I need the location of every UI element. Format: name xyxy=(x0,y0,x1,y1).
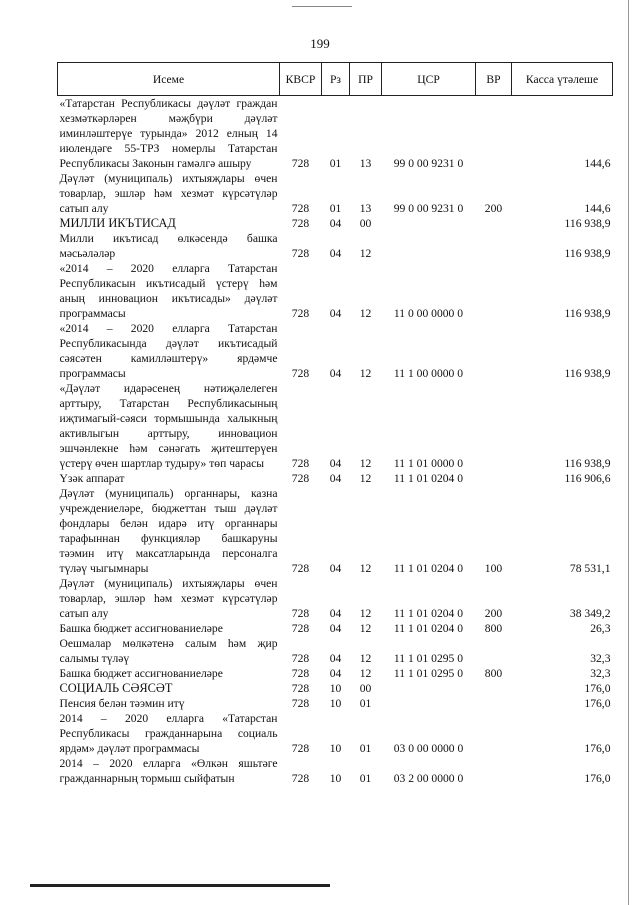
cell-kvsr: 728 xyxy=(291,457,310,470)
page-number: 199 xyxy=(310,36,330,51)
right-edge-line xyxy=(628,0,629,905)
cell-pr: 01 xyxy=(359,772,372,785)
cell-vr xyxy=(476,321,512,381)
cell-cash: 116 906,6 xyxy=(564,472,611,485)
cell-cash: 32,3 xyxy=(590,667,611,680)
cell-rz: 04 xyxy=(329,217,342,230)
cell-name: Дәүләт (муниципаль) органнары, казна учреждениеләре, бюджеттан тыш дәүләт фондлары белән идарә итү органнары тарафыннан функцияләр башкаруны тәэмин итү максатларында персоналга түләү чыгымнары xyxy=(59,487,278,575)
cell-rz: 10 xyxy=(329,742,342,755)
cell-cash: 176,0 xyxy=(584,697,611,710)
cell-name: МИЛЛИ ИКЪТИСАД xyxy=(59,216,176,230)
cell-vr xyxy=(476,231,512,261)
cell-pr: 12 xyxy=(359,367,372,380)
table-row xyxy=(58,696,613,711)
cell-pr: 12 xyxy=(359,472,372,485)
cell-kvsr: 728 xyxy=(291,772,310,785)
cell-rz: 01 xyxy=(329,202,342,215)
cell-cash: 32,3 xyxy=(590,652,611,665)
cell-name: Дәүләт (муниципаль) ихтыяҗлары өчен товарлар, эшләр һәм хезмәт күрсәтүләр сатып алу xyxy=(59,172,278,215)
cell-csr xyxy=(382,216,476,231)
header-cash: Касса үтәлеше xyxy=(512,63,613,96)
cell-name: 2014 – 2020 елларга «Татарстан Республикасы гражданнарына социаль ярдәм» дәүләт программасы xyxy=(59,712,278,755)
table-row xyxy=(58,681,613,696)
header-name: Исеме xyxy=(58,63,280,96)
cell-name: Башка бюджет ассигнованиеләре xyxy=(59,622,223,635)
cell-cash: 116 938,9 xyxy=(564,367,611,380)
cell-vr xyxy=(476,681,512,696)
cell-pr: 12 xyxy=(359,622,372,635)
table-row xyxy=(58,216,613,231)
header-csr: ЦСР xyxy=(382,63,476,96)
table-row xyxy=(58,636,613,666)
table-row xyxy=(58,381,613,471)
cell-csr xyxy=(382,696,476,711)
cell-csr: 11 1 01 0204 0 xyxy=(393,472,464,485)
cell-name: «Татарстан Республикасы дәүләт граждан хезмәткәрләрен мәҗбүри дәүләт иминләштерүе турында» 2012 елның 14 июлендәге 55-ТРЗ номерлы Татарстан Республикасы Законын гамәлгә ашыру xyxy=(59,97,278,170)
cell-kvsr: 728 xyxy=(291,562,310,575)
cell-cash: 116 938,9 xyxy=(564,247,611,260)
cell-kvsr: 728 xyxy=(291,607,310,620)
cell-vr xyxy=(476,471,512,486)
cell-pr: 12 xyxy=(359,607,372,620)
table-header-row xyxy=(58,63,613,96)
cell-vr: 800 xyxy=(484,667,503,680)
cell-name: Милли икътисад өлкәсендә башка мәсьәләләр xyxy=(59,232,278,260)
cell-name: Оешмалар мөлкәтенә салым һәм җир салымы түләү xyxy=(59,637,278,665)
cell-vr xyxy=(476,96,512,172)
cell-cash: 116 938,9 xyxy=(564,217,611,230)
cell-cash: 116 938,9 xyxy=(564,457,611,470)
cell-kvsr: 728 xyxy=(291,472,310,485)
table-row xyxy=(58,321,613,381)
cell-pr: 12 xyxy=(359,652,372,665)
cell-rz: 10 xyxy=(329,682,342,695)
cell-kvsr: 728 xyxy=(291,157,310,170)
cell-cash: 26,3 xyxy=(590,622,611,635)
cell-cash: 144,6 xyxy=(584,157,611,170)
table-row xyxy=(58,261,613,321)
table-row xyxy=(58,486,613,576)
cell-cash: 78 531,1 xyxy=(569,562,611,575)
cell-vr xyxy=(476,636,512,666)
cell-cash: 116 938,9 xyxy=(564,307,611,320)
cell-vr xyxy=(476,711,512,756)
header-rz: Рз xyxy=(322,63,350,96)
cell-cash: 176,0 xyxy=(584,742,611,755)
cell-csr: 11 1 01 0295 0 xyxy=(393,667,464,680)
cell-pr: 13 xyxy=(359,202,372,215)
cell-csr xyxy=(382,231,476,261)
cell-rz: 04 xyxy=(329,622,342,635)
table-row xyxy=(58,171,613,216)
cell-kvsr: 728 xyxy=(291,307,310,320)
cell-vr: 800 xyxy=(484,622,503,635)
cell-rz: 01 xyxy=(329,157,342,170)
cell-csr: 99 0 00 9231 0 xyxy=(393,157,464,170)
header-vr: ВР xyxy=(476,63,512,96)
table-row xyxy=(58,231,613,261)
cell-cash: 144,6 xyxy=(584,202,611,215)
table-row xyxy=(58,756,613,786)
cell-name: Дәүләт (муниципаль) ихтыяҗлары өчен товарлар, эшләр һәм хезмәт күрсәтүләр сатып алу xyxy=(59,577,278,620)
cell-vr xyxy=(476,696,512,711)
cell-cash: 176,0 xyxy=(584,682,611,695)
cell-vr: 200 xyxy=(484,607,503,620)
cell-csr: 11 1 01 0204 0 xyxy=(393,607,464,620)
cell-rz: 04 xyxy=(329,367,342,380)
cell-cash: 176,0 xyxy=(584,772,611,785)
cell-kvsr: 728 xyxy=(291,217,310,230)
cell-pr: 12 xyxy=(359,667,372,680)
cell-kvsr: 728 xyxy=(291,697,310,710)
cell-pr: 00 xyxy=(359,217,372,230)
cell-name: 2014 – 2020 елларга «Өлкән яшьтәге гражданнарның тормыш сыйфатын xyxy=(59,757,278,785)
cell-csr: 03 0 00 0000 0 xyxy=(393,742,464,755)
cell-kvsr: 728 xyxy=(291,742,310,755)
cell-name: «2014 – 2020 елларга Татарстан Республикасында дәүләт икътисадый сәясәтен камилләштерү» ярдәмче программасы xyxy=(59,322,278,380)
cell-rz: 04 xyxy=(329,652,342,665)
cell-kvsr: 728 xyxy=(291,247,310,260)
cell-kvsr: 728 xyxy=(291,202,310,215)
cell-csr: 11 1 01 0204 0 xyxy=(393,622,464,635)
cell-vr xyxy=(476,381,512,471)
cell-csr: 11 1 01 0000 0 xyxy=(393,457,464,470)
cell-rz: 04 xyxy=(329,607,342,620)
cell-kvsr: 728 xyxy=(291,667,310,680)
cell-rz: 04 xyxy=(329,472,342,485)
cell-rz: 04 xyxy=(329,667,342,680)
cell-vr: 100 xyxy=(484,562,503,575)
header-kvsr: КВСР xyxy=(280,63,322,96)
table-row xyxy=(58,96,613,172)
table-row xyxy=(58,471,613,486)
bottom-edge-line xyxy=(30,884,330,887)
header-pr: ПР xyxy=(350,63,382,96)
cell-vr xyxy=(476,756,512,786)
cell-name: Башка бюджет ассигнованиеләре xyxy=(59,667,223,680)
cell-rz: 10 xyxy=(329,772,342,785)
table-row xyxy=(58,576,613,621)
cell-pr: 12 xyxy=(359,307,372,320)
cell-csr xyxy=(382,681,476,696)
cell-csr: 11 0 00 0000 0 xyxy=(393,307,464,320)
cell-pr: 01 xyxy=(359,697,372,710)
top-edge-line xyxy=(292,6,352,7)
cell-vr: 200 xyxy=(484,202,503,215)
cell-pr: 12 xyxy=(359,562,372,575)
cell-kvsr: 728 xyxy=(291,652,310,665)
cell-pr: 00 xyxy=(359,682,372,695)
table-row xyxy=(58,711,613,756)
budget-table xyxy=(57,62,613,786)
cell-rz: 04 xyxy=(329,247,342,260)
cell-name: Үзәк аппарат xyxy=(59,472,125,485)
cell-rz: 04 xyxy=(329,562,342,575)
cell-name: «Дәүләт идарәсенең нәтиҗәлелеген арттыру, Татарстан Республикасының иҗтимагый-сәяси тормышында халыкның активлыгын арттыру, инновацион эшчәнлекне һәм сәнәгать җитештерүен үстерү өчен шартлар тудыру» төп чарасы xyxy=(59,382,278,470)
cell-vr xyxy=(476,261,512,321)
cell-rz: 04 xyxy=(329,457,342,470)
cell-pr: 13 xyxy=(359,157,372,170)
cell-pr: 12 xyxy=(359,247,372,260)
cell-pr: 01 xyxy=(359,742,372,755)
cell-kvsr: 728 xyxy=(291,682,310,695)
cell-csr: 11 1 00 0000 0 xyxy=(393,367,464,380)
cell-rz: 10 xyxy=(329,697,342,710)
cell-kvsr: 728 xyxy=(291,622,310,635)
cell-csr: 11 1 01 0295 0 xyxy=(393,652,464,665)
cell-kvsr: 728 xyxy=(291,367,310,380)
table-row xyxy=(58,621,613,636)
cell-rz: 04 xyxy=(329,307,342,320)
cell-csr: 03 2 00 0000 0 xyxy=(393,772,464,785)
cell-csr: 99 0 00 9231 0 xyxy=(393,202,464,215)
cell-name: «2014 – 2020 елларга Татарстан Республикасын икътисадый үстерү һәм аның инновацион икътисады» дәүләт программасы xyxy=(59,262,278,320)
cell-vr xyxy=(476,216,512,231)
cell-name: Пенсия белән тәэмин итү xyxy=(59,697,185,710)
cell-cash: 38 349,2 xyxy=(569,607,611,620)
cell-name: СОЦИАЛЬ СӘЯСӘТ xyxy=(59,681,173,695)
cell-csr: 11 1 01 0204 0 xyxy=(393,562,464,575)
cell-pr: 12 xyxy=(359,457,372,470)
table-row xyxy=(58,666,613,681)
